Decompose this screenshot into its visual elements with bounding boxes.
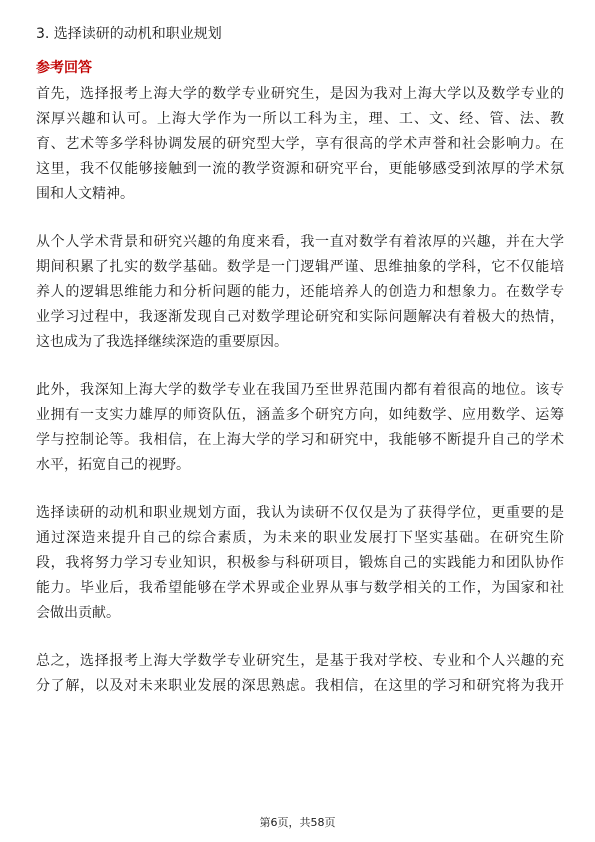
text-line: 期间积累了扎实的数学基础。数学是一门逻辑严谨、思维抽象的学科，它不仅能培 <box>36 259 564 275</box>
page-number: 第6页，共58页 <box>259 816 336 829</box>
text-line: 育、艺术等多学科协调发展的研究型大学，享有很高的学术声誉和社会影响力。在 <box>36 136 564 152</box>
answer-body <box>36 82 564 722</box>
text-line: 围和人文精神。 <box>36 186 134 202</box>
paragraph <box>36 649 564 699</box>
text-line: 会做出贡献。 <box>36 605 120 621</box>
paragraph <box>36 82 564 207</box>
text-line: 段，我将努力学习专业知识，积极参与科研项目，锻炼自己的实践能力和团队协作 <box>36 555 564 571</box>
text-line: 能力。毕业后，我希望能够在学术界或企业界从事与数学相关的工作，为国家和社 <box>36 580 564 596</box>
paragraph <box>36 501 564 626</box>
text-line: 业学习过程中，我逐渐发现自己对数学理论研究和实际问题解决有着极大的热情， <box>36 309 564 325</box>
answer-label: 参考回答 <box>36 60 92 76</box>
text-line: 通过深造来提升自己的综合素质，为未来的职业发展打下坚实基础。在研究生阶 <box>36 530 564 546</box>
paragraph <box>36 378 564 478</box>
text-line: 养人的逻辑思维能力和分析问题的能力，还能培养人的创造力和想象力。在数学专 <box>36 284 564 300</box>
text-line: 选择读研的动机和职业规划方面，我认为读研不仅仅是为了获得学位，更重要的是 <box>36 505 564 521</box>
text-line: 首先，选择报考上海大学的数学专业研究生，是因为我对上海大学以及数学专业的 <box>36 86 564 102</box>
text-line: 从个人学术背景和研究兴趣的角度来看，我一直对数学有着浓厚的兴趣，并在大学 <box>36 234 564 250</box>
text-line: 业拥有一支实力雄厚的师资队伍，涵盖多个研究方向，如纯数学、应用数学、运筹 <box>36 407 564 423</box>
text-line: 这里，我不仅能够接触到一流的教学资源和研究平台，更能够感受到浓厚的学术氛 <box>36 161 564 177</box>
text-line: 这也成为了我选择继续深造的重要原因。 <box>36 334 288 350</box>
text-line: 总之，选择报考上海大学数学专业研究生，是基于我对学校、专业和个人兴趣的充 <box>36 653 564 669</box>
text-line: 学与控制论等。我相信，在上海大学的学习和研究中，我能够不断提升自己的学术 <box>36 432 564 448</box>
question-heading: 3. 选择读研的动机和职业规划 <box>36 26 222 42</box>
text-line: 水平，拓宽自己的视野。 <box>36 457 190 473</box>
text-line: 分了解，以及对未来职业发展的深思熟虑。我相信，在这里的学习和研究将为我开 <box>36 678 564 694</box>
text-line: 深厚兴趣和认可。上海大学作为一所以工科为主，理、工、文、经、管、法、教 <box>36 111 564 127</box>
text-line: 此外，我深知上海大学的数学专业在我国乃至世界范围内都有着很高的地位。该专 <box>36 382 564 398</box>
paragraph <box>36 230 564 355</box>
